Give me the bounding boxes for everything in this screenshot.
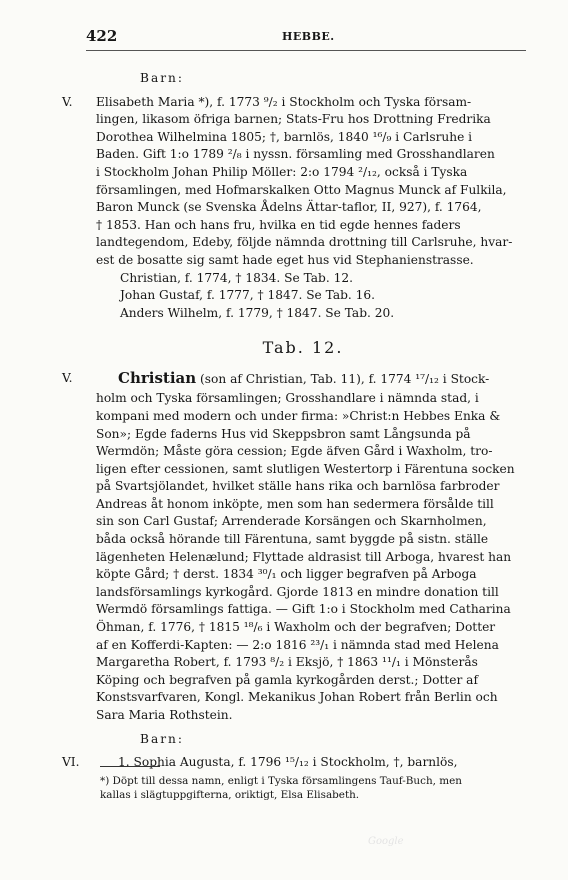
- entry-line: [62, 94, 544, 112]
- scan-watermark: Google: [368, 836, 404, 847]
- table-heading: Tab. 12.: [262, 338, 344, 358]
- entry-line: Baden. Gift 1:o 1789 ²/₈ i nyssn. församling med Grosshandlaren: [96, 147, 495, 162]
- generation-number: VI.: [62, 755, 80, 770]
- entry-line: Wermdön; Måste göra cession; Egde äfven Gård i Waxholm, tro-: [96, 444, 493, 459]
- entry-line: Sara Maria Rothstein.: [96, 708, 233, 722]
- entry-line: lingen, likasom öfriga barnen; Stats-Fru hos Drottning Fredrika: [96, 112, 491, 127]
- running-head: HEBBE.: [282, 30, 335, 43]
- sibling-line: Johan Gustaf, f. 1777, † 1847. Se Tab. 16.: [120, 288, 376, 303]
- entry-line: holm och Tyska församlingen; Grosshandlare i nämnda stad, i: [96, 391, 479, 406]
- entry-line: Köping och begrafven på gamla kyrkogården derst.; Dotter af: [96, 672, 478, 687]
- entry-line: båda också hörande till Färentuna, samt byggde på sistn. ställe: [96, 532, 489, 547]
- entry-line: Margaretha Robert, f. 1793 ⁸/₂ i Eksjö, † 1863 ¹¹/₁ i Mönsterås: [96, 655, 478, 670]
- header-rule: [86, 50, 526, 51]
- entry-line: köpte Gård; † derst. 1834 ³⁰/₁ och ligger begrafven på Arboga: [96, 567, 477, 582]
- person-name: Christian: [118, 369, 197, 388]
- entry-line: Öhman, f. 1776, † 1815 ¹⁸/₆ i Waxholm och der begrafven; Dotter: [96, 620, 496, 635]
- sibling-line: Christian, f. 1774, † 1834. Se Tab. 12.: [120, 270, 353, 285]
- page-number: 422: [86, 27, 118, 45]
- generation-number: V.: [62, 94, 73, 109]
- sibling-line: Anders Wilhelm, f. 1779, † 1847. Se Tab. 20.: [120, 305, 395, 320]
- entry-line: landsförsamlings kyrkogård. Gjorde 1813 en mindre donation till: [96, 584, 499, 599]
- entry-line: Andreas åt honom inköpte, men som han sedermera försålde till: [96, 496, 494, 511]
- entry-text: Elisabeth Maria *), f. 1773 ⁹/₂ i Stockholm och Tyska försam-: [96, 94, 472, 109]
- page-body: [62, 70, 544, 772]
- children-heading: Barn:: [140, 731, 185, 746]
- entry-line: ligen efter cessionen, samt slutligen Westertorp i Färentuna socken: [96, 461, 515, 476]
- entry-line: församlingen, med Hofmarskalken Otto Magnus Munck af Fulkila,: [96, 182, 507, 197]
- entry-line: landtegendom, Edeby, följde nämnda drottning till Carlsruhe, hvar-: [96, 235, 513, 250]
- entry-line: Baron Munck (se Svenska Ådelns Ättar-taflor, II, 927), f. 1764,: [96, 200, 482, 215]
- entry-line: V. Christian (son af Christian, Tab. 11), f. 1774 ¹⁷/₁₂ i Stock-: [62, 369, 490, 388]
- footnote: *) Döpt till dessa namn, enligt i Tyska församlingens Tauf-Buch, men kallas i slägtuppgifterna, oriktigt, Elsa Elisabeth.: [100, 775, 462, 801]
- entry-line: est de bosatte sig samt hade eget hus vid Stephanienstrasse.: [96, 252, 474, 267]
- entry-line: Wermdö församlings fattiga. — Gift 1:o i Stockholm med Catharina: [96, 602, 511, 617]
- child-line: VI. 1. Sophia Augusta, f. 1796 ¹⁵/₁₂ i Stockholm, †, barnlös,: [62, 754, 544, 772]
- entry-line: lägenheten Helenælund; Flyttade aldrasist till Arboga, hvarest han: [96, 549, 512, 564]
- generation-number: V.: [62, 371, 73, 386]
- entry-line: kompani med modern och under firma: »Christ:n Hebbes Enka &: [96, 408, 501, 423]
- entry-line: i Stockholm Johan Philip Möller: 2:o 1794 ²/₁₂, också i Tyska: [96, 164, 468, 179]
- entry-line: Konstsvarfvaren, Kongl. Mekanikus Johan Robert från Berlin och: [96, 690, 498, 705]
- entry-line: af en Kofferdi-Kapten: — 2:o 1816 ²³/₁ i nämnda stad med Helena: [96, 637, 499, 652]
- children-heading: Barn:: [140, 71, 185, 85]
- entry-line: sin son Carl Gustaf; Arrenderade Korsängen och Skarnholmen,: [96, 514, 487, 529]
- entry-line: Son»; Egde faderns Hus vid Skeppsbron samt Långsunda på: [96, 426, 471, 441]
- footnote-rule: [100, 766, 160, 767]
- entry-line: Dorothea Wilhelmina 1805; †, barnlös, 1840 ¹⁶/₉ i Carlsruhe i: [96, 129, 473, 144]
- entry-line: † 1853. Han och hans fru, hvilka en tid egde hennes faders: [96, 217, 461, 232]
- page-header: [86, 27, 526, 47]
- entry-line: på Svartsjölandet, hvilket ställe hans rika och barnlösa farbroder: [96, 479, 500, 494]
